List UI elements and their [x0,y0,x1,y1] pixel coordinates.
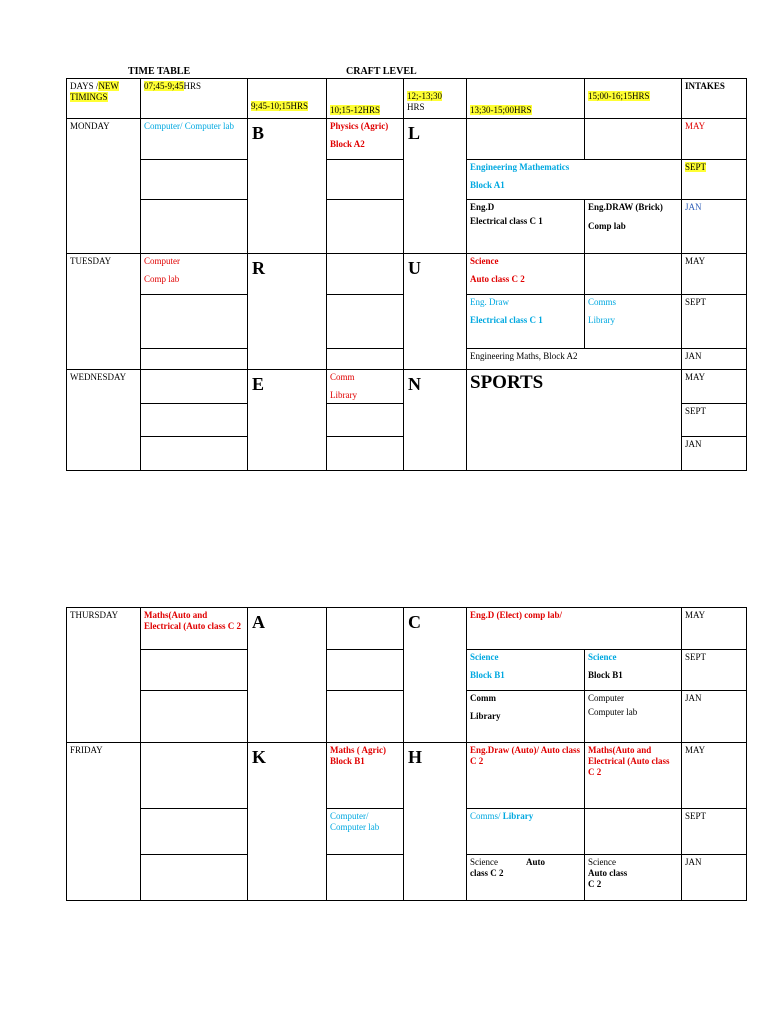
thursday-row-may [67,608,747,650]
thu-slot3-may [327,608,404,650]
intake-sept-label: SEPT [685,162,707,172]
slot1-time: 07;45-9;45 [144,81,184,91]
wed-comm [327,370,404,404]
intake-sept: SEPT [682,809,747,855]
day-wednesday: WEDNESDAY [67,370,141,471]
slot6-header [585,79,682,119]
day-monday: MONDAY [67,119,141,254]
slot5-time: 13;30-15;00HRS [470,105,532,115]
wed-comm-title: Comm [330,372,355,382]
lunch-letter-u: U [404,254,467,370]
fri-slot1-may [141,743,248,809]
mon-slot3-jan [327,200,404,254]
tue-slot3-may [327,254,404,295]
thu-computer [585,691,682,743]
mon-computer: Computer/ Computer lab [141,119,248,160]
mon-slot1-sept [141,160,248,200]
intake-jan: JAN [682,349,747,370]
thu-slot3-sept [327,650,404,691]
days-label: DAYS / [70,81,99,91]
mon-slot6-may [585,119,682,160]
thu-science-1-room: Block B1 [470,670,505,680]
tue-comms-title: Comms [588,297,617,307]
intake-jan: JAN [682,691,747,743]
fri-slot1-jan [141,855,248,901]
fri-engdraw-auto: Eng.Draw (Auto)/ Auto class C 2 [467,743,585,809]
fri-science-1-title [470,857,581,868]
tue-science-room: Auto class C 2 [470,274,525,284]
tue-science [467,254,585,295]
fri-maths-agric: Maths ( Agric) Block B1 [327,743,404,809]
slot3-header [327,79,404,119]
thu-science-2 [585,650,682,691]
mon-eng-math-room: Block A1 [470,180,505,190]
thu-comm-title: Comm [470,693,496,703]
mon-engdraw [585,200,682,254]
craft-level-heading: CRAFT LEVEL [346,66,417,77]
thu-computer-title: Computer [588,693,624,703]
lunch-letter-h: H [404,743,467,901]
fri-comms-room: Library [502,811,534,821]
tue-slot1-jan [141,349,248,370]
intake-may: MAY [682,254,747,295]
mon-eng-math [467,160,682,200]
slot4-hrs: HRS [407,102,425,112]
fri-comms [467,809,585,855]
slot4-time: 12;-13;30 [407,91,442,101]
tue-slot3-sept [327,295,404,349]
slot3-time: 10;15-12HRS [330,105,381,115]
fri-maths-auto: Maths(Auto and Electrical (Auto class C 2 [585,743,682,809]
timings-label: TIMINGS [70,92,108,102]
tue-computer [141,254,248,295]
mon-eng-math-title: Engineering Mathematics [470,162,570,172]
slot1-header [141,79,248,119]
days-header [67,79,141,119]
fri-comms-title: Comms/ [470,811,501,821]
lunch-letter-c: C [404,608,467,743]
intake-may: MAY [682,119,747,160]
time-table-heading: TIME TABLE [128,66,191,77]
intake-may: MAY [682,608,747,650]
mon-slot5-may [467,119,585,160]
fri-computer-lab: Computer/ Computer lab [327,809,404,855]
fri-slot1-sept [141,809,248,855]
mon-engd [467,200,585,254]
wednesday-row-may [67,370,747,404]
thu-science-2-room: Block B1 [588,670,623,680]
break-letter-a: A [248,608,327,743]
wed-slot1-sept [141,404,248,437]
mon-physics [327,119,404,160]
mon-engdraw-room: Comp lab [588,221,626,231]
tue-comms [585,295,682,349]
new-label: NEW [98,81,119,91]
day-thursday: THURSDAY [67,608,141,743]
intake-jan: JAN [682,855,747,901]
day-friday: FRIDAY [67,743,141,901]
thu-comm [467,691,585,743]
thu-comm-room: Library [470,711,501,721]
break-letter-e: E [248,370,327,471]
tue-slot3-jan [327,349,404,370]
lunch-letter-n: N [404,370,467,471]
wed-slot3-jan [327,437,404,471]
timetable-top [66,78,747,471]
mon-physics-title: Physics (Agric) [330,121,389,131]
slot2-header [248,79,327,119]
fri-science-2-room: Auto class [588,868,628,878]
break-letter-k: K [248,743,327,901]
mon-slot3-sept [327,160,404,200]
thu-engd-elect: Eng.D (Elect) comp lab/ [467,608,682,650]
mon-engdraw-title: Eng.DRAW (Brick) [588,202,663,212]
tue-slot1-sept [141,295,248,349]
tue-science-title: Science [470,256,499,266]
intake-sept [682,160,747,200]
slot5-header [467,79,585,119]
fri-science-1-subject: Science [470,857,498,867]
fri-slot6-sept [585,809,682,855]
intakes-header: INTAKES [682,79,747,119]
intake-sept: SEPT [682,650,747,691]
wed-slot3-sept [327,404,404,437]
break-letter-b: B [248,119,327,254]
wed-comm-room: Library [330,390,357,400]
intake-sept: SEPT [682,295,747,349]
friday-row-may [67,743,747,809]
tue-comms-room: Library [588,315,615,325]
mon-slot1-jan [141,200,248,254]
slot1-hrs: HRS [183,81,202,91]
slot4-header [404,79,467,119]
wed-sports: SPORTS [467,370,682,471]
slot6-time: 15;00-16;15HRS [588,91,650,101]
thu-science-2-title: Science [588,652,617,662]
thu-computer-room: Computer lab [588,707,638,717]
fri-science-2-title: Science [588,857,616,867]
intake-may: MAY [682,370,747,404]
header-row [67,79,747,119]
break-letter-r: R [248,254,327,370]
slot2-time: 9;45-10;15HRS [251,101,309,111]
tue-eng-draw-room: Electrical class C 1 [470,315,543,325]
fri-science-1 [467,855,585,901]
mon-engd-room: Electrical class C 1 [470,216,543,226]
monday-row-may [67,119,747,160]
tue-eng-draw-title: Eng. Draw [470,297,509,307]
fri-science-2 [585,855,682,901]
day-tuesday: TUESDAY [67,254,141,370]
wed-slot1-may [141,370,248,404]
intake-jan: JAN [682,200,747,254]
lunch-letter-l: L [404,119,467,254]
thu-slot1-jan [141,691,248,743]
fri-science-2-class: C 2 [588,879,602,889]
thu-maths: Maths(Auto and Electrical (Auto class C 2 [141,608,248,650]
fri-slot3-jan [327,855,404,901]
tuesday-row-may [67,254,747,295]
tue-computer-room: Comp lab [144,274,180,284]
tue-slot6-may [585,254,682,295]
intake-jan: JAN [682,437,747,471]
intake-may: MAY [682,743,747,809]
thu-science-1 [467,650,585,691]
thu-slot3-jan [327,691,404,743]
fri-science-1-room: class C 2 [470,868,504,878]
wed-slot1-jan [141,437,248,471]
tue-eng-maths: Engineering Maths, Block A2 [467,349,682,370]
fri-science-1-auto: Auto [525,857,545,867]
mon-physics-room: Block A2 [330,139,365,149]
mon-engd-title: Eng.D [470,202,495,212]
intake-sept: SEPT [682,404,747,437]
thu-slot1-sept [141,650,248,691]
tue-eng-draw [467,295,585,349]
tue-computer-title: Computer [144,256,180,266]
thu-science-1-title: Science [470,652,499,662]
timetable-bottom [66,607,747,901]
